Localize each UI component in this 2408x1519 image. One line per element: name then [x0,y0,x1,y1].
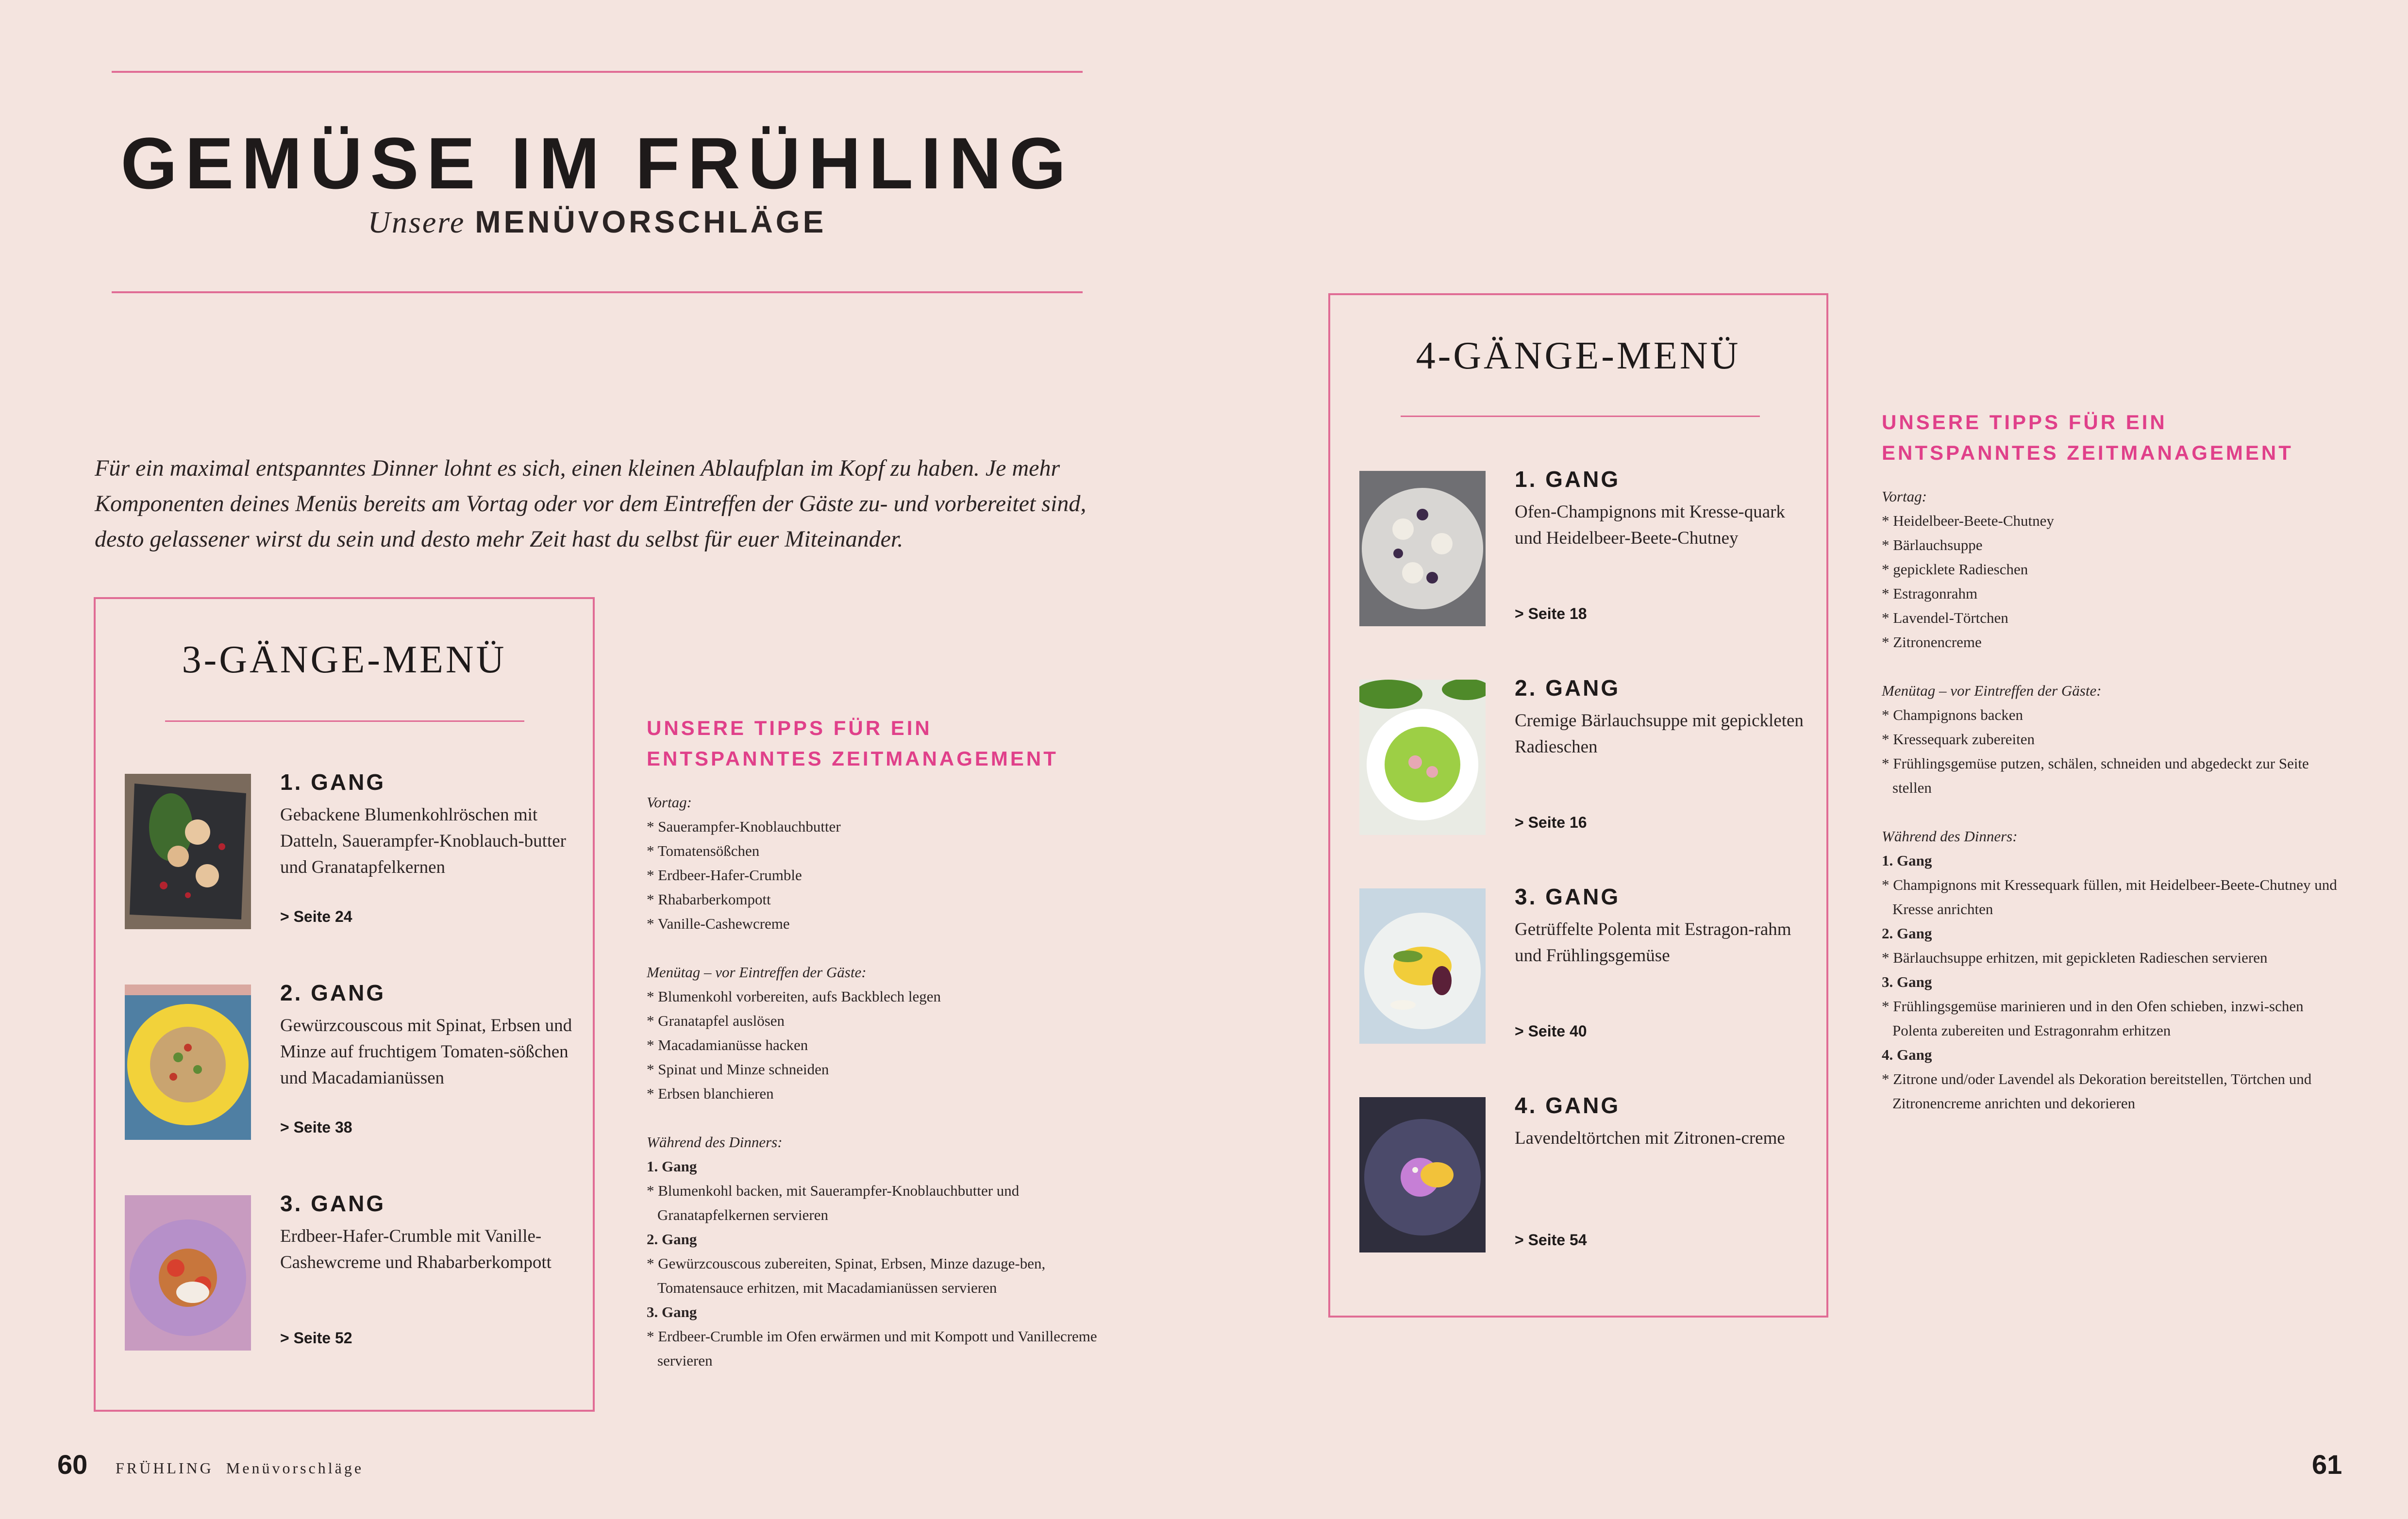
page-title: GEMÜSE IM FRÜHLING [120,122,1074,204]
course-description: Gewürzcouscous mit Spinat, Erbsen und Minze auf fruchtigem Tomaten-sößchen und Macadamianüssen [280,1016,572,1088]
page-number-right: 61 [2312,1449,2342,1480]
course-page-ref: > Seite 38 [280,1118,352,1136]
tips3-block [647,713,1113,1373]
tips4-heading: UNSERE TIPPS FÜR EIN ENTSPANNTES ZEITMANAGEMENT [1882,411,2293,464]
course-title: 1. GANG [1515,467,1621,492]
food-photo-baerlauchsuppe [1359,680,1486,835]
menu4-title-rule [1401,416,1760,417]
menu3-course-2 [125,980,578,1145]
course-page-ref: > Seite 40 [1515,1022,1587,1040]
food-photo-couscous [125,985,251,1140]
tips3-menuetag: Menütag – vor Eintreffen der Gäste: * Blumenkohl vorbereiten, aufs Backblech legen * Granatapfel auslösen * Macadamianüsse hacken * Spinat und Minze schneiden * Erbsen blanchieren [647,964,941,1102]
page-subtitle [112,204,1083,240]
food-photo-polenta [1359,888,1486,1044]
tips3-dinner: Während des Dinners: 1. Gang * Blumenkohl backen, mit Sauerampfer-Knoblauchbutter und Granatapfelkernen servieren 2. Gang * Gewürzcouscous zubereiten, Spinat, Erbsen, Minze dazuge-ben, Tomatensauce erhitzen, mit Macadamianüssen servieren 3. Gang * Erdbeer-Crumble im Ofen erwärmen und mit Kompott und Vanillecreme servieren [647,1134,1097,1369]
menu3-course-3 [125,1191,578,1355]
page-number-left: 60 [57,1449,88,1480]
tips3-vortag: Vortag: * Sauerampfer-Knoblauchbutter * Tomatensößchen * Erdbeer-Hafer-Crumble * Rhabarberkompott * Vanille-Cashewcreme [647,794,841,932]
course-title: 4. GANG [1515,1093,1621,1118]
menu4-box [1328,293,1828,1318]
course-description: Ofen-Champignons mit Kresse-quark und Heidelbeer-Beete-Chutney [1515,502,1785,548]
course-description: Cremige Bärlauchsuppe mit gepickleten Radieschen [1515,711,1804,757]
course-page-ref: > Seite 18 [1515,605,1587,622]
menu4-title: 4-GÄNGE-MENÜ [1416,334,1741,377]
course-description: Gebackene Blumenkohlröschen mit Datteln, Sauerampfer-Knoblauch-butter und Granatapfelkernen [280,805,566,877]
subtitle-caps: MENÜVORSCHLÄGE [475,204,827,239]
tips4-dinner: Während des Dinners: 1. Gang * Champignons mit Kressequark füllen, mit Heidelbeer-Beete-Chutney und Kresse anrichten 2. Gang * Bärlauchsuppe erhitzen, mit gepickleten Radieschen servieren 3. Gang * Frühlingsgemüse marinieren und in den Ofen schieben, inzwi-schen Polenta zubereiten und Estragonrahm erhitzen 4. Gang * Zitrone und/oder Lavendel als Dekoration bereitstellen, Törtchen und Zitronencreme anrichten und dekorieren [1882,828,2337,1112]
course-description: Lavendeltörtchen mit Zitronen-creme [1515,1128,1785,1148]
menu3-box [94,597,595,1412]
header-rule-top [112,71,1083,73]
footer-section-label: FRÜHLING Menüvorschläge [116,1459,364,1477]
course-title: 2. GANG [280,980,386,1005]
course-page-ref: > Seite 54 [1515,1231,1587,1249]
food-photo-crumble [125,1195,251,1351]
food-photo-champignons [1359,471,1486,626]
course-page-ref: > Seite 52 [280,1329,352,1347]
course-title: 2. GANG [1515,675,1621,701]
menu3-title: 3-GÄNGE-MENÜ [182,638,507,681]
course-title: 1. GANG [280,769,386,795]
tips4-menuetag: Menütag – vor Eintreffen der Gäste: * Champignons backen * Kressequark zubereiten * Frühlingsgemüse putzen, schälen, schneiden und abgedeckt zur Seite stellen [1882,682,2309,796]
subtitle-italic: Unsere [368,205,466,239]
menu3-title-rule [165,720,524,722]
menu4-course-4 [1359,1093,1812,1257]
header-rule-bottom [112,291,1083,293]
tips4-block [1882,407,2343,1116]
course-title: 3. GANG [280,1191,386,1216]
menu4-course-2 [1359,675,1812,840]
menu4-course-1 [1359,467,1812,631]
course-page-ref: > Seite 24 [280,908,352,925]
course-description: Getrüffelte Polenta mit Estragon-rahm und Frühlingsgemüse [1515,919,1791,966]
menu3-course-1 [125,769,578,934]
food-photo-cauliflower [125,774,251,929]
course-title: 3. GANG [1515,884,1621,909]
tips3-heading: UNSERE TIPPS FÜR EIN ENTSPANNTES ZEITMANAGEMENT [647,717,1058,770]
intro-text: Für ein maximal entspanntes Dinner lohnt es sich, einen kleinen Ablaufplan im Kopf zu haben. Je mehr Komponenten deines Menüs bereits am Vortag oder vor dem Eintreffen der Gäste zu- und vorbereitet sind, desto gelassener wirst du sein und desto mehr Zeit hast du selbst für euer Miteinander. [95,455,1087,552]
course-page-ref: > Seite 16 [1515,814,1587,831]
course-description: Erdbeer-Hafer-Crumble mit Vanille-Cashewcreme und Rhabarberkompott [280,1226,552,1272]
menu4-course-3 [1359,884,1812,1049]
food-photo-lavendeltoertchen [1359,1097,1486,1252]
tips4-vortag: Vortag: * Heidelbeer-Beete-Chutney * Bärlauchsuppe * gepicklete Radieschen * Estragonrahm * Lavendel-Törtchen * Zitronencreme [1882,488,2054,651]
